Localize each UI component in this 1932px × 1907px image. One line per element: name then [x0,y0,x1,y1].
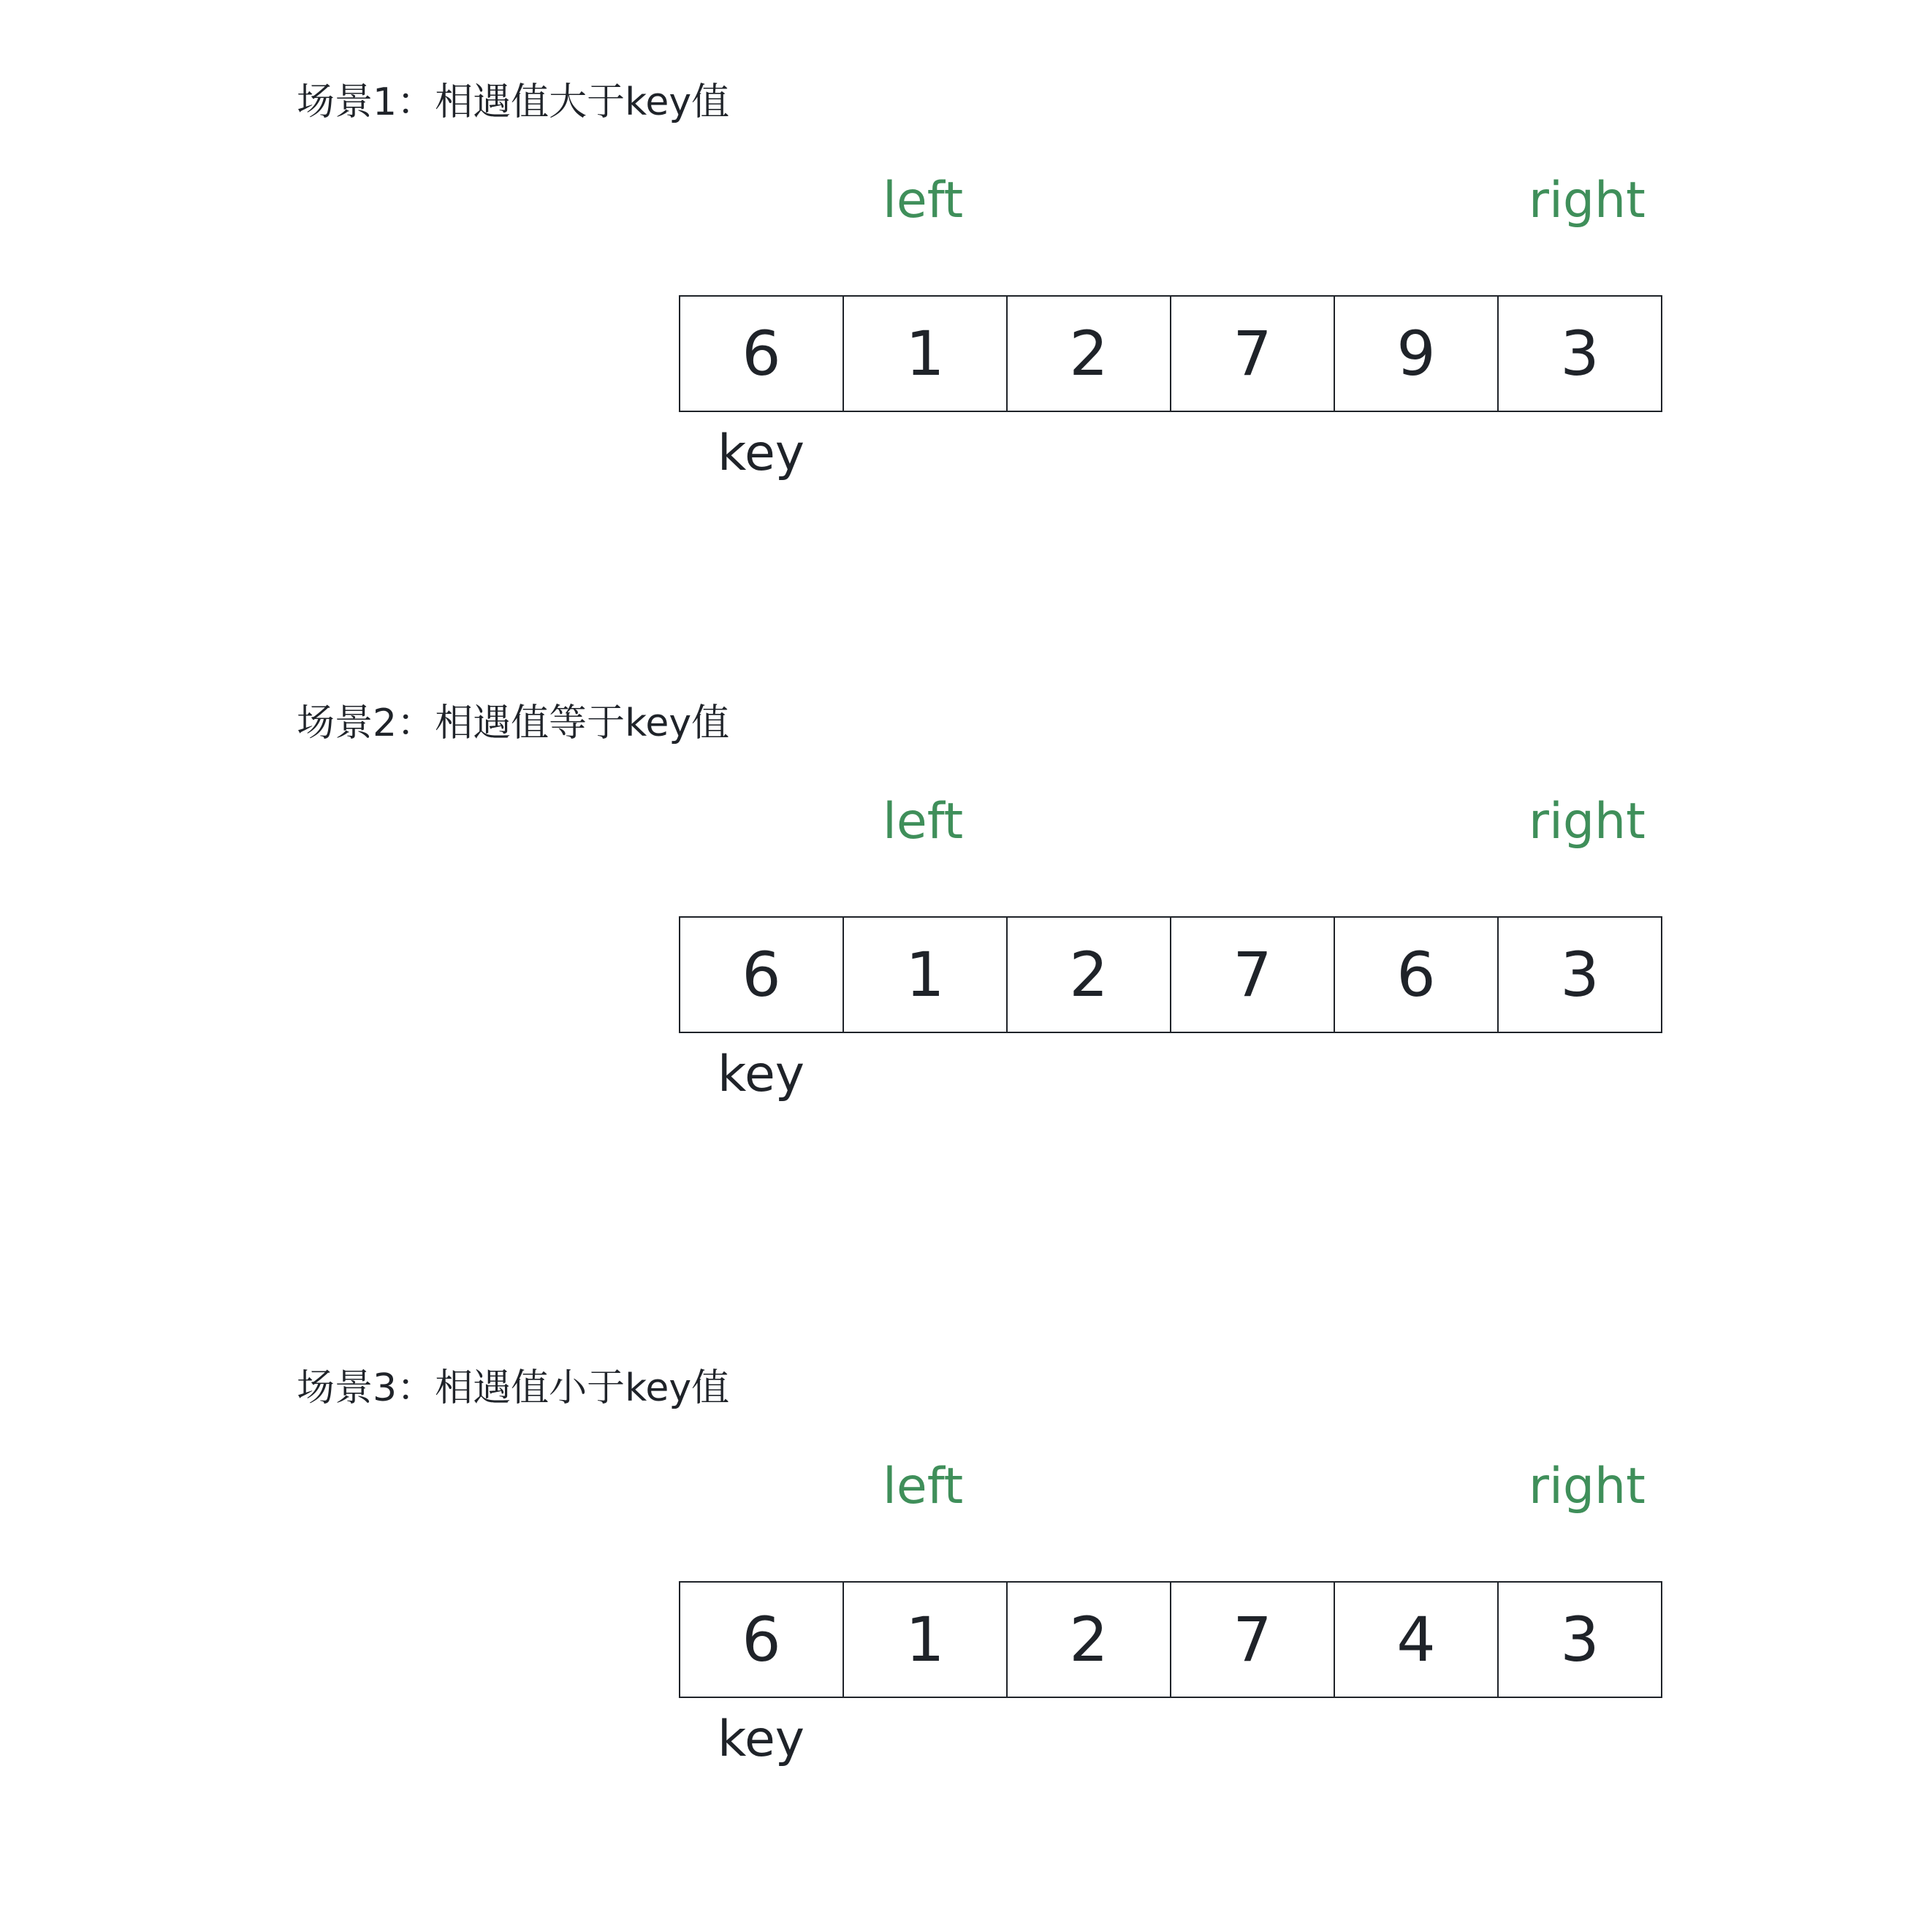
array-cell: 6 [1334,916,1499,1033]
array-cell: 4 [1334,1581,1499,1698]
array-cell: 9 [1334,295,1499,412]
array-cell: 3 [1497,1581,1662,1698]
scene-title: 场景1：相遇值大于key值 [297,80,730,124]
right-pointer-label: right [1529,1458,1646,1515]
array-cell: 3 [1497,916,1662,1033]
scene-3 [0,1286,1932,1907]
scene-1 [0,0,1932,621]
array-cell: 7 [1170,916,1335,1033]
array-row [679,1581,1662,1697]
array-cell: 3 [1497,295,1662,412]
array-cell: 6 [679,295,844,412]
right-pointer-label: right [1529,793,1646,850]
array-cell: 2 [1006,916,1171,1033]
scene-title: 场景3：相遇值小于key值 [297,1366,730,1410]
array-row [679,916,1662,1032]
array-cell: 7 [1170,295,1335,412]
left-pointer-label: left [883,1458,964,1515]
right-pointer-label: right [1529,172,1646,229]
array-cell: 1 [843,1581,1008,1698]
array-cell: 6 [679,916,844,1033]
array-cell: 7 [1170,1581,1335,1698]
scene-title: 场景2：相遇值等于key值 [297,701,730,745]
array-cell: 2 [1006,295,1171,412]
key-label: key [718,1046,805,1103]
key-label: key [718,1710,805,1768]
array-cell: 1 [843,295,1008,412]
key-label: key [718,425,805,482]
left-pointer-label: left [883,793,964,850]
array-cell: 6 [679,1581,844,1698]
array-cell: 2 [1006,1581,1171,1698]
array-row [679,295,1662,411]
scene-2 [0,621,1932,1242]
array-cell: 1 [843,916,1008,1033]
left-pointer-label: left [883,172,964,229]
